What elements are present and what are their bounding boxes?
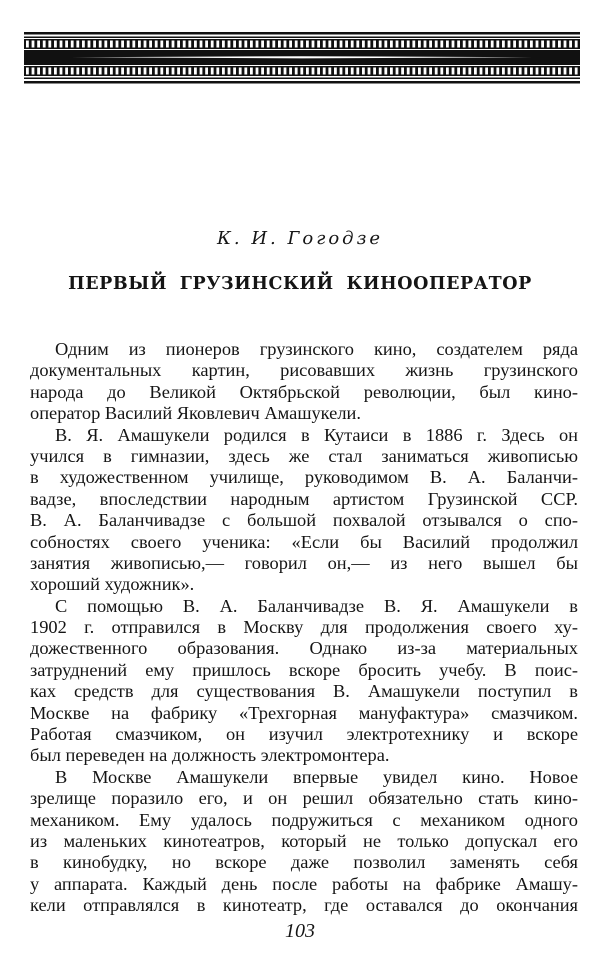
paragraph-4 <box>30 767 578 917</box>
text-line: ках средств для существования В. Амашукели поступил в <box>30 681 578 702</box>
text-line: дожественного образования. Однако из-за материальных <box>30 638 578 659</box>
text-line: кели отправлялся в кинотеатр, где оставался до окончания <box>30 895 578 916</box>
text-line: механиком. Ему удалось подружиться с механиком одного <box>30 809 578 830</box>
paragraph-1 <box>30 339 578 425</box>
author-byline: К. И. Гогодзе <box>216 228 384 249</box>
text-line: в кинобудку, но вскоре даже позволил заменять себя <box>30 852 578 873</box>
text-line: учился в гимназии, здесь же стал заниматься живописью <box>30 445 578 466</box>
film-strip-ornament-icon <box>24 32 580 84</box>
text-line: Одним из пионеров грузинского кино, создателем ряда <box>55 339 578 359</box>
text-line: Москве на фабрику «Трехгорная мануфактура» смазчиком. <box>30 702 578 723</box>
paragraph-2 <box>30 425 578 596</box>
text-line: В. А. Баланчивадзе с большой похвалой отзывался о спо- <box>30 510 578 531</box>
page-number: 103 <box>285 920 315 942</box>
text-line: собностях своего ученика: «Если бы Василий продолжил <box>30 531 578 552</box>
article-title: ПЕРВЫЙ ГРУЗИНСКИЙ КИНООПЕРАТОР <box>68 274 532 294</box>
text-line: В Москве Амашукели впервые увидел кино. Новое <box>55 766 578 787</box>
text-line: вадзе, впоследствии народным артистом Грузинской ССР. <box>30 488 578 509</box>
text-line: Работая смазчиком, он изучил электротехнику и вскоре <box>30 724 578 745</box>
paragraph-3 <box>30 596 578 767</box>
text-line: С помощью В. А. Баланчивадзе В. Я. Амашукели в <box>55 595 578 616</box>
text-line: зрелище поразило его, и он решил обязательно стать кино- <box>30 788 578 809</box>
text-line: народа до Великой Октябрьской революции, был кино- <box>30 381 578 402</box>
text-line: занятия живописью,— говорил он,— из него вышел бы <box>30 552 578 573</box>
text-line: хороший художник». <box>30 574 195 595</box>
text-line: оператор Василий Яковлевич Амашукели. <box>30 403 361 424</box>
text-line: В. Я. Амашукели родился в Кутаиси в 1886 г. Здесь он <box>55 424 578 445</box>
text-line: в художественном училище, руководимом В. А. Баланчи- <box>30 467 578 488</box>
text-line: у аппарата. Каждый день после работы на фабрике Амашу- <box>30 873 578 894</box>
text-line: из маленьких кинотеатров, который не только допускал его <box>30 830 578 851</box>
text-line: документальных картин, рисовавших жизнь грузинского <box>30 360 578 381</box>
text-line: 1902 г. отправился в Москву для продолжения своего ху- <box>30 617 578 638</box>
article-body <box>30 339 578 917</box>
text-line: затруднений ему пришлось вскоре бросить учебу. В поис- <box>30 659 578 680</box>
text-line: был переведен на должность электромонтера. <box>30 745 390 766</box>
